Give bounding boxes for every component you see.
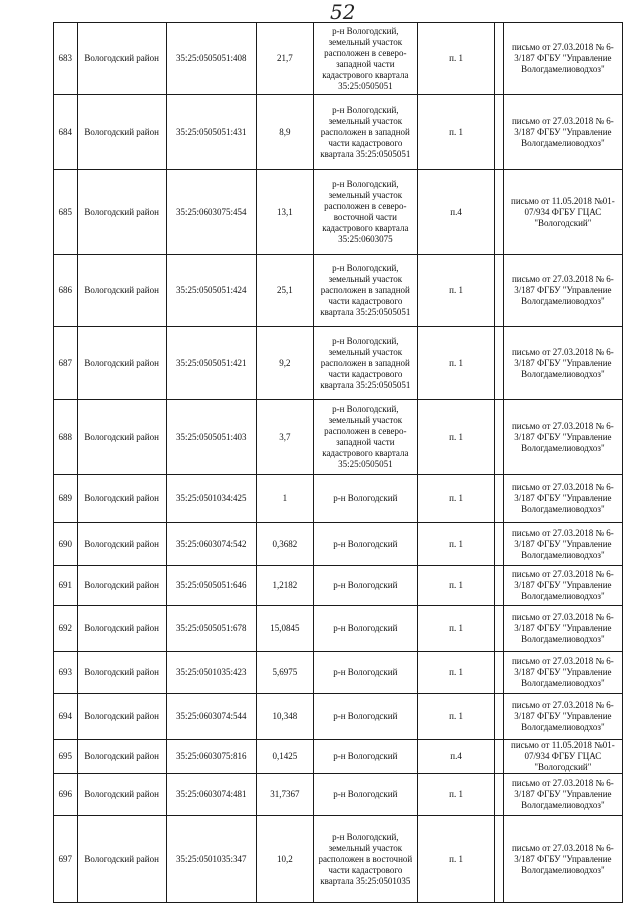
district-cell: Вологодский район (77, 475, 166, 523)
description-cell: р-н Вологодский (313, 694, 417, 740)
spacer-cell (495, 816, 504, 903)
cadastral-number-cell: 35:25:0505051:431 (166, 95, 256, 170)
source-cell: письмо от 27.03.2018 № 6-3/187 ФГБУ "Управление Вологдамелиоводхоз" (503, 327, 622, 400)
source-cell: письмо от 27.03.2018 № 6-3/187 ФГБУ "Управление Вологдамелиоводхоз" (503, 255, 622, 327)
item-cell: п. 1 (417, 816, 494, 903)
cadastral-number-cell: 35:25:0603074:544 (166, 694, 256, 740)
source-cell: письмо от 27.03.2018 № 6-3/187 ФГБУ "Управление Вологдамелиоводхоз" (503, 23, 622, 95)
cadastral-number-cell: 35:25:0603074:542 (166, 523, 256, 566)
spacer-cell (495, 255, 504, 327)
area-cell: 8,9 (256, 95, 313, 170)
description-cell: р-н Вологодский, земельный участок расположен в западной части кадастрового квартала 35:25:0505051 (313, 327, 417, 400)
table-body (54, 23, 623, 903)
district-cell: Вологодский район (77, 400, 166, 475)
source-cell: письмо от 27.03.2018 № 6-3/187 ФГБУ "Управление Вологдамелиоводхоз" (503, 652, 622, 694)
area-cell: 1 (256, 475, 313, 523)
item-cell: п. 1 (417, 400, 494, 475)
row-number-cell: 685 (54, 170, 78, 255)
spacer-cell (495, 327, 504, 400)
cadastral-number-cell: 35:25:0603075:454 (166, 170, 256, 255)
cadastral-number-cell: 35:25:0505051:403 (166, 400, 256, 475)
item-cell: п.4 (417, 170, 494, 255)
spacer-cell (495, 475, 504, 523)
row-number-cell: 686 (54, 255, 78, 327)
source-cell: письмо от 27.03.2018 № 6-3/187 ФГБУ "Управление Вологдамелиоводхоз" (503, 566, 622, 606)
area-cell: 15,0845 (256, 606, 313, 652)
source-cell: письмо от 27.03.2018 № 6-3/187 ФГБУ "Управление Вологдамелиоводхоз" (503, 400, 622, 475)
row-number-cell: 696 (54, 774, 78, 816)
spacer-cell (495, 606, 504, 652)
row-number-cell: 683 (54, 23, 78, 95)
district-cell: Вологодский район (77, 740, 166, 774)
district-cell: Вологодский район (77, 523, 166, 566)
table-row (54, 400, 623, 475)
cadastral-number-cell: 35:25:0501034:425 (166, 475, 256, 523)
area-cell: 13,1 (256, 170, 313, 255)
district-cell: Вологодский район (77, 170, 166, 255)
row-number-cell: 695 (54, 740, 78, 774)
cadastral-number-cell: 35:25:0505051:678 (166, 606, 256, 652)
source-cell: письмо от 27.03.2018 № 6-3/187 ФГБУ "Управление Вологдамелиоводхоз" (503, 95, 622, 170)
district-cell: Вологодский район (77, 23, 166, 95)
source-cell: письмо от 11.05.2018 №01-07/934 ФГБУ ГЦАС "Вологодский" (503, 170, 622, 255)
district-cell: Вологодский район (77, 95, 166, 170)
row-number-cell: 691 (54, 566, 78, 606)
description-cell: р-н Вологодский, земельный участок расположен в западной части кадастрового квартала 35:25:0505051 (313, 95, 417, 170)
row-number-cell: 684 (54, 95, 78, 170)
table-row (54, 23, 623, 95)
source-cell: письмо от 27.03.2018 № 6-3/187 ФГБУ "Управление Вологдамелиоводхоз" (503, 816, 622, 903)
item-cell: п. 1 (417, 23, 494, 95)
row-number-cell: 694 (54, 694, 78, 740)
description-cell: р-н Вологодский (313, 774, 417, 816)
spacer-cell (495, 170, 504, 255)
district-cell: Вологодский район (77, 606, 166, 652)
district-cell: Вологодский район (77, 327, 166, 400)
area-cell: 0,1425 (256, 740, 313, 774)
row-number-cell: 687 (54, 327, 78, 400)
land-plots-table (53, 22, 623, 903)
description-cell: р-н Вологодский, земельный участок расположен в северо-западной части кадастрового квартала 35:25:0505051 (313, 23, 417, 95)
cadastral-number-cell: 35:25:0603075:816 (166, 740, 256, 774)
source-cell: письмо от 27.03.2018 № 6-3/187 ФГБУ "Управление Вологдамелиоводхоз" (503, 475, 622, 523)
table-row (54, 566, 623, 606)
cadastral-number-cell: 35:25:0501035:423 (166, 652, 256, 694)
item-cell: п. 1 (417, 606, 494, 652)
district-cell: Вологодский район (77, 566, 166, 606)
row-number-cell: 689 (54, 475, 78, 523)
table-row (54, 170, 623, 255)
item-cell: п. 1 (417, 774, 494, 816)
cadastral-number-cell: 35:25:0505051:424 (166, 255, 256, 327)
item-cell: п. 1 (417, 475, 494, 523)
spacer-cell (495, 400, 504, 475)
spacer-cell (495, 652, 504, 694)
table-row (54, 475, 623, 523)
page-number: 52 (330, 0, 356, 24)
spacer-cell (495, 566, 504, 606)
spacer-cell (495, 523, 504, 566)
district-cell: Вологодский район (77, 816, 166, 903)
spacer-cell (495, 23, 504, 95)
description-cell: р-н Вологодский, земельный участок расположен в восточной части кадастрового квартала 35:25:0501035 (313, 816, 417, 903)
cadastral-number-cell: 35:25:0505051:421 (166, 327, 256, 400)
source-cell: письмо от 27.03.2018 № 6-3/187 ФГБУ "Управление Вологдамелиоводхоз" (503, 694, 622, 740)
area-cell: 21,7 (256, 23, 313, 95)
cadastral-number-cell: 35:25:0505051:646 (166, 566, 256, 606)
district-cell: Вологодский район (77, 255, 166, 327)
table-row (54, 740, 623, 774)
district-cell: Вологодский район (77, 774, 166, 816)
row-number-cell: 688 (54, 400, 78, 475)
cadastral-number-cell: 35:25:0603074:481 (166, 774, 256, 816)
spacer-cell (495, 740, 504, 774)
description-cell: р-н Вологодский, земельный участок расположен в западной части кадастрового квартала 35:25:0505051 (313, 255, 417, 327)
description-cell: р-н Вологодский (313, 566, 417, 606)
source-cell: письмо от 27.03.2018 № 6-3/187 ФГБУ "Управление Вологдамелиоводхоз" (503, 523, 622, 566)
table-row (54, 95, 623, 170)
district-cell: Вологодский район (77, 694, 166, 740)
table-row (54, 523, 623, 566)
source-cell: письмо от 27.03.2018 № 6-3/187 ФГБУ "Управление Вологдамелиоводхоз" (503, 606, 622, 652)
item-cell: п. 1 (417, 523, 494, 566)
area-cell: 3,7 (256, 400, 313, 475)
table-row (54, 774, 623, 816)
area-cell: 9,2 (256, 327, 313, 400)
description-cell: р-н Вологодский (313, 606, 417, 652)
table-row (54, 694, 623, 740)
item-cell: п. 1 (417, 95, 494, 170)
row-number-cell: 690 (54, 523, 78, 566)
description-cell: р-н Вологодский, земельный участок расположен в северо-восточной части кадастрового квартала 35:25:0603075 (313, 170, 417, 255)
table-row (54, 606, 623, 652)
table-row (54, 255, 623, 327)
item-cell: п. 1 (417, 566, 494, 606)
spacer-cell (495, 694, 504, 740)
item-cell: п.4 (417, 740, 494, 774)
area-cell: 5,6975 (256, 652, 313, 694)
area-cell: 31,7367 (256, 774, 313, 816)
district-cell: Вологодский район (77, 652, 166, 694)
table-row (54, 816, 623, 903)
description-cell: р-н Вологодский (313, 475, 417, 523)
table-row (54, 327, 623, 400)
item-cell: п. 1 (417, 327, 494, 400)
source-cell: письмо от 27.03.2018 № 6-3/187 ФГБУ "Управление Вологдамелиоводхоз" (503, 774, 622, 816)
row-number-cell: 697 (54, 816, 78, 903)
row-number-cell: 693 (54, 652, 78, 694)
description-cell: р-н Вологодский (313, 523, 417, 566)
row-number-cell: 692 (54, 606, 78, 652)
item-cell: п. 1 (417, 694, 494, 740)
area-cell: 10,348 (256, 694, 313, 740)
area-cell: 0,3682 (256, 523, 313, 566)
description-cell: р-н Вологодский, земельный участок расположен в северо-западной части кадастрового квартала 35:25:0505051 (313, 400, 417, 475)
area-cell: 10,2 (256, 816, 313, 903)
table-row (54, 652, 623, 694)
spacer-cell (495, 95, 504, 170)
description-cell: р-н Вологодский (313, 740, 417, 774)
item-cell: п. 1 (417, 652, 494, 694)
cadastral-number-cell: 35:25:0505051:408 (166, 23, 256, 95)
area-cell: 1,2182 (256, 566, 313, 606)
item-cell: п. 1 (417, 255, 494, 327)
area-cell: 25,1 (256, 255, 313, 327)
source-cell: письмо от 11.05.2018 №01-07/934 ФГБУ ГЦАС "Вологодский" (503, 740, 622, 774)
cadastral-number-cell: 35:25:0501035:347 (166, 816, 256, 903)
description-cell: р-н Вологодский (313, 652, 417, 694)
spacer-cell (495, 774, 504, 816)
